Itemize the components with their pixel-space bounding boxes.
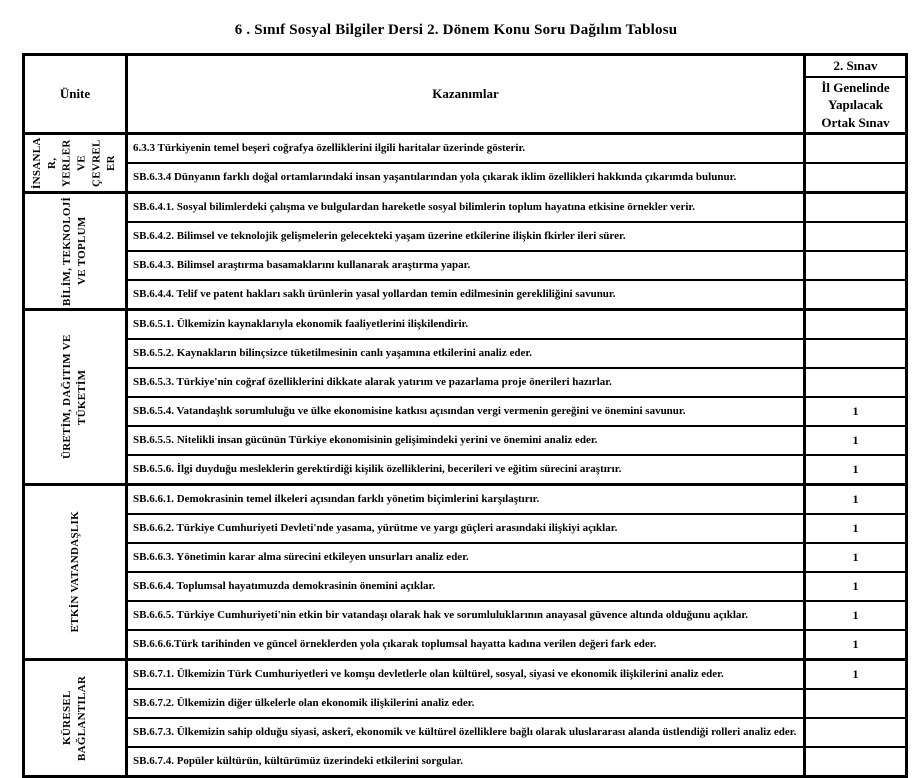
table-row — [24, 310, 907, 340]
exam-question-count — [805, 134, 907, 164]
exam-question-count — [805, 163, 907, 193]
kazanim-text: SB.6.5.1. Ülkemizin kaynaklarıyla ekonomik faaliyetlerini ilişkilendirir. — [127, 310, 805, 340]
table-row — [24, 134, 907, 164]
kazanim-text: SB.6.4.2. Bilimsel ve teknolojik gelişmelerin gelecekteki yaşam üzerine etkilerine ilişkin fkirler ileri sürer. — [127, 222, 805, 251]
kazanim-text: SB.6.5.3. Türkiye'nin coğraf özelliklerini dikkate alarak yatırım ve pazarlama proje önerileri hazırlar. — [127, 368, 805, 397]
unit-label-wrapper — [27, 137, 123, 189]
table-row — [24, 572, 907, 601]
table-row — [24, 718, 907, 747]
unit-label: İNSANLAR, YERLER VE ÇEVRELER — [31, 137, 118, 189]
kazanim-text: SB.6.7.2. Ülkemizin diğer ülkelerle olan ekonomik ilişkilerini analiz eder. — [127, 689, 805, 718]
unit-label-wrapper — [27, 313, 123, 481]
column-header-exam-subtitle: İl Genelinde Yapılacak Ortak Sınav — [805, 77, 907, 134]
table-row — [24, 397, 907, 426]
table-row — [24, 193, 907, 223]
kazanim-text: SB.6.7.4. Popüler kültürün, kültürümüz üzerindeki etkilerini sorgular. — [127, 747, 805, 777]
kazanim-text: SB.6.7.3. Ülkemizin sahip olduğu siyasi, askerî, ekonomik ve kültürel özelliklere bağlı olarak uluslararası alanda üstlendiği rolleri analiz eder. — [127, 718, 805, 747]
exam-question-count — [805, 368, 907, 397]
exam-question-count — [805, 251, 907, 280]
question-distribution-table — [22, 53, 908, 778]
exam-question-count — [805, 718, 907, 747]
table-header — [24, 55, 907, 134]
unit-label: KÜRESEL BAĞLANTILAR — [61, 675, 88, 761]
table-row — [24, 689, 907, 718]
table-row — [24, 426, 907, 455]
kazanim-text: SB.6.3.4 Dünyanın farklı doğal ortamlarındaki insan yaşantılarından yola çıkarak iklim özellikleri hakkında çıkarımda bulunur. — [127, 163, 805, 193]
unit-cell — [24, 485, 127, 660]
exam-question-count: 1 — [805, 514, 907, 543]
kazanim-text: SB.6.6.5. Türkiye Cumhuriyeti'nin etkin bir vatandaşı olarak hak ve sorumluluklarının anayasal güvence altında olduğunu açıklar. — [127, 601, 805, 630]
unit-label-wrapper — [27, 488, 123, 656]
exam-question-count — [805, 747, 907, 777]
unit-cell — [24, 310, 127, 485]
kazanim-text: SB.6.5.4. Vatandaşlık sorumluluğu ve ülke ekonomisine katkısı açısından vergi vermenin gereğini ve önemini savunur. — [127, 397, 805, 426]
unit-label: BİLİM, TEKNOLOJİ VE TOPLUM — [61, 196, 88, 306]
exam-question-count: 1 — [805, 455, 907, 485]
exam-question-count — [805, 280, 907, 310]
kazanim-text: SB.6.6.2. Türkiye Cumhuriyeti Devleti'nde yasama, yürütme ve yargı güçleri arasındaki ilişkiyi açıklar. — [127, 514, 805, 543]
exam-question-count: 1 — [805, 630, 907, 660]
table-row — [24, 485, 907, 515]
table-row — [24, 368, 907, 397]
table-row — [24, 601, 907, 630]
kazanim-text: SB.6.6.6.Türk tarihinden ve güncel örneklerden yola çıkarak toplumsal hayatta kadına verilen değeri fark eder. — [127, 630, 805, 660]
unit-cell — [24, 134, 127, 193]
kazanim-text: SB.6.6.3. Yönetimin karar alma sürecini etkileyen unsurları analiz eder. — [127, 543, 805, 572]
column-header-exam: 2. Sınav — [805, 55, 907, 78]
column-header-outcomes: Kazanımlar — [127, 55, 805, 134]
table-row — [24, 455, 907, 485]
exam-question-count — [805, 339, 907, 368]
exam-question-count: 1 — [805, 572, 907, 601]
exam-question-count: 1 — [805, 601, 907, 630]
exam-question-count: 1 — [805, 660, 907, 690]
table-row — [24, 747, 907, 777]
kazanim-text: SB.6.5.5. Nitelikli insan gücünün Türkiye ekonomisinin gelişimindeki yerini ve önemini analiz eder. — [127, 426, 805, 455]
exam-question-count — [805, 193, 907, 223]
table-row — [24, 660, 907, 690]
unit-label: ÜRETİM, DAĞITIM VE TÜKETİM — [61, 334, 88, 460]
unit-cell — [24, 193, 127, 310]
table-row — [24, 280, 907, 310]
kazanim-text: SB.6.4.4. Telif ve patent hakları saklı ürünlerin yasal yollardan temin edilmesinin gerekliliğini savunur. — [127, 280, 805, 310]
exam-question-count: 1 — [805, 426, 907, 455]
exam-question-count — [805, 689, 907, 718]
column-header-unit: Ünite — [24, 55, 127, 134]
kazanim-text: SB.6.7.1. Ülkemizin Türk Cumhuriyetleri ve komşu devletlerle olan kültürel, sosyal, siyasi ve ekonomik ilişkilerini analiz eder. — [127, 660, 805, 690]
unit-label-wrapper — [27, 663, 123, 773]
exam-question-count: 1 — [805, 543, 907, 572]
kazanim-text: SB.6.5.2. Kaynakların bilinçsizce tüketilmesinin canlı yaşamına etkilerini analiz eder. — [127, 339, 805, 368]
table-row — [24, 514, 907, 543]
exam-question-count: 1 — [805, 397, 907, 426]
table-row — [24, 163, 907, 193]
table-row — [24, 339, 907, 368]
page-title: 6 . Sınıf Sosyal Bilgiler Dersi 2. Dönem Konu Soru Dağılım Tablosu — [234, 22, 678, 38]
table-row — [24, 222, 907, 251]
table-row — [24, 251, 907, 280]
unit-label: ETKİN VATANDAŞLIK — [68, 511, 81, 633]
kazanim-text: SB.6.5.6. İlgi duyduğu mesleklerin gerektirdiği kişilik özelliklerini, becerileri ve eğitim sürecini araştırır. — [127, 455, 805, 485]
unit-label-wrapper — [27, 196, 123, 306]
table-body — [24, 134, 907, 777]
kazanim-text: SB.6.6.4. Toplumsal hayatımuzda demokrasinin önemini açıklar. — [127, 572, 805, 601]
exam-question-count — [805, 310, 907, 340]
kazanim-text: 6.3.3 Türkiyenin temel beşeri coğrafya özelliklerini ilgili haritalar üzerinde gösterir. — [127, 134, 805, 164]
table-row — [24, 543, 907, 572]
kazanim-text: SB.6.4.3. Bilimsel araştırma basamaklarını kullanarak araştırma yapar. — [127, 251, 805, 280]
exam-question-count: 1 — [805, 485, 907, 515]
unit-cell — [24, 660, 127, 777]
kazanim-text: SB.6.4.1. Sosyal bilimlerdeki çalışma ve bulgulardan hareketle sosyal bilimlerin toplum hayatına etkisine örnekler verir. — [127, 193, 805, 223]
table-row — [24, 630, 907, 660]
exam-question-count — [805, 222, 907, 251]
kazanim-text: SB.6.6.1. Demokrasinin temel ilkeleri açısından farklı yönetim biçimlerini karşılaştırır. — [127, 485, 805, 515]
